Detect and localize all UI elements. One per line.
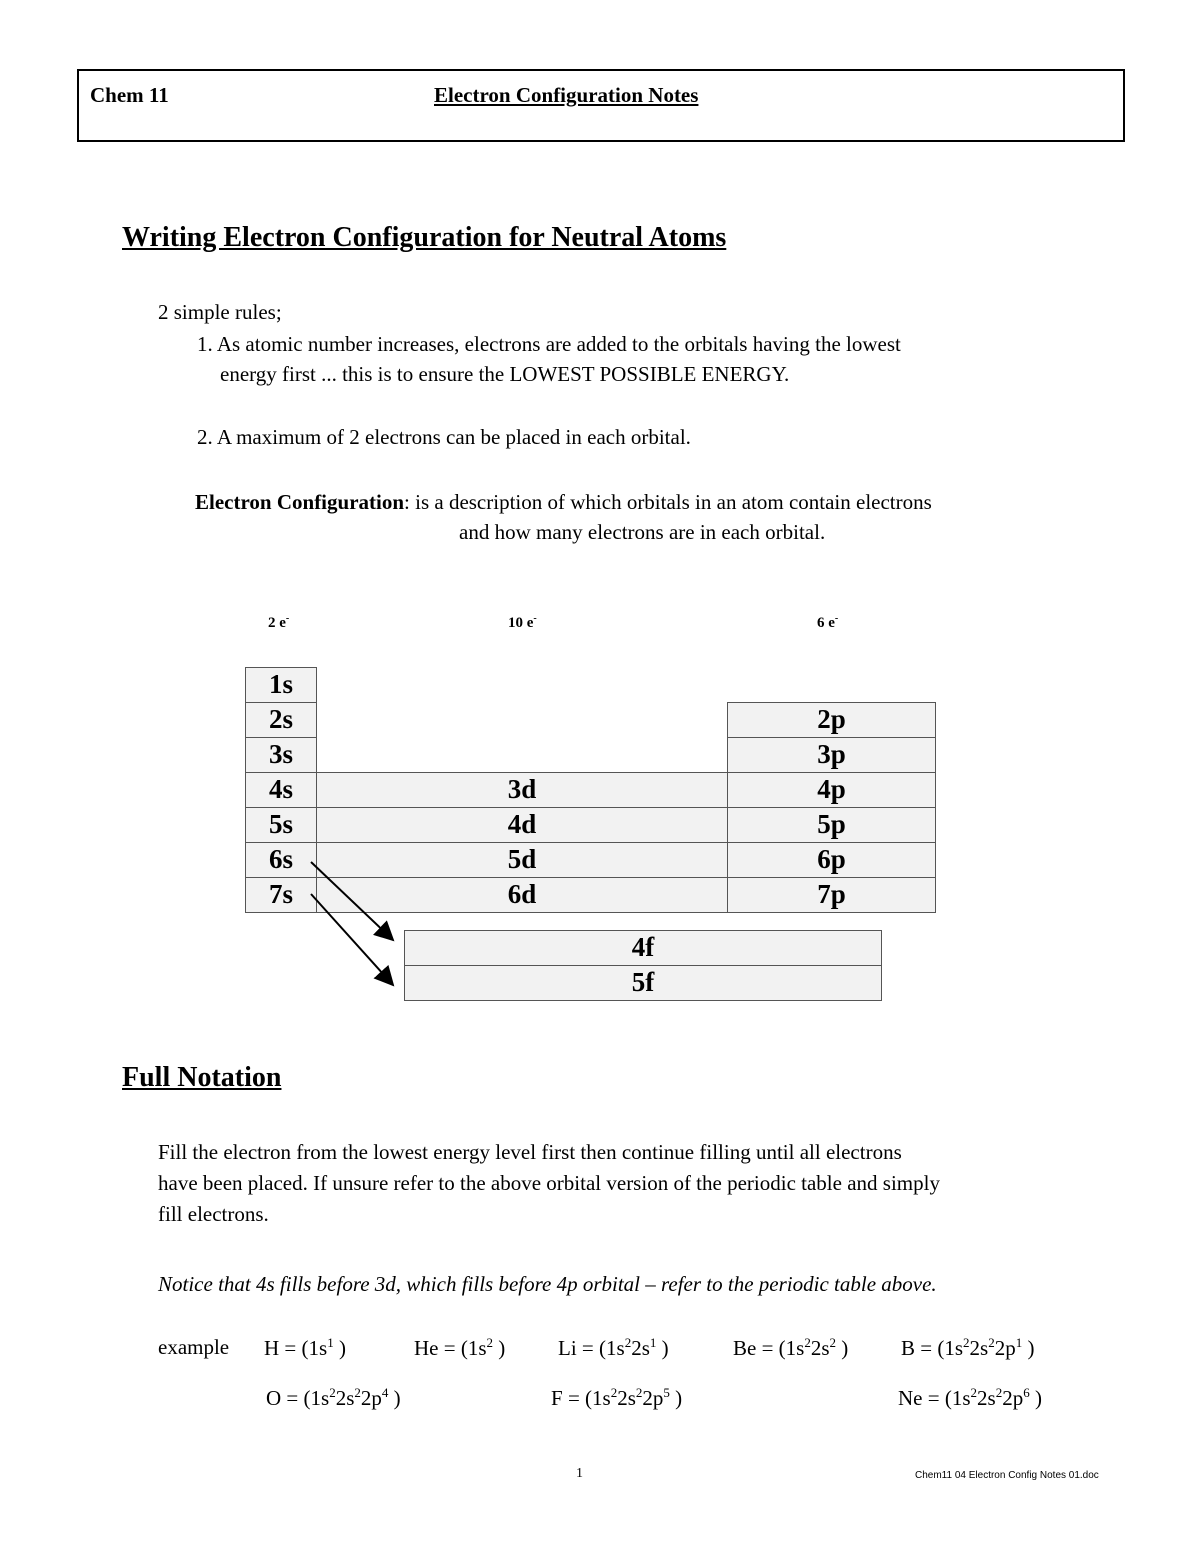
element-symbol: Ne <box>898 1386 923 1410</box>
electron-count: 6 <box>1023 1385 1030 1400</box>
electron-count: 2 <box>486 1335 494 1350</box>
orbital: 2s <box>617 1386 636 1410</box>
orbital-cell-3s: 3s <box>245 737 317 773</box>
orbital-cell-3d: 3d <box>316 772 728 808</box>
orbital-cell-6d: 6d <box>316 877 728 913</box>
footer-filename: Chem11 04 Electron Config Notes 01.doc <box>915 1470 1099 1481</box>
orbital-cell-6s: 6s <box>245 842 317 878</box>
orbital-cell-2s: 2s <box>245 702 317 738</box>
paragraph-line-1: Fill the electron from the lowest energy level first then continue filling until all electrons <box>158 1140 902 1164</box>
orbital: 1s <box>467 1336 487 1360</box>
example-B: $B = (1s^22s^22p^1$ ) <box>901 1335 1035 1360</box>
section-heading-full-notation: Full Notation <box>122 1062 282 1093</box>
electron-count: 1 <box>649 1335 657 1350</box>
orbital-cell-4f: 4f <box>404 930 882 966</box>
page-number: 1 <box>576 1466 583 1481</box>
element-symbol: B <box>901 1336 916 1360</box>
orbital: 2s <box>810 1336 830 1360</box>
example-label: example <box>158 1335 230 1359</box>
orbital: 1s <box>606 1336 625 1360</box>
arrow-7s-to-5f <box>311 894 393 985</box>
orbital: 2s <box>977 1386 996 1410</box>
orbital-cell-4p: 4p <box>727 772 936 808</box>
electron-count: 5 <box>663 1385 670 1400</box>
electron-count: 2 <box>354 1385 361 1400</box>
electron-count: 4 <box>381 1385 389 1400</box>
electron-count: 1 <box>327 1335 334 1350</box>
orbital-cell-5d: 5d <box>316 842 728 878</box>
electron-count: 2 <box>963 1335 970 1350</box>
element-symbol: F <box>551 1386 563 1410</box>
orbital: 2s <box>335 1386 355 1410</box>
paragraph-line-2: have been placed. If unsure refer to the above orbital version of the periodic table and simply <box>158 1171 940 1195</box>
orbital-cell-1s: 1s <box>245 667 317 703</box>
orbital-cell-7s: 7s <box>245 877 317 913</box>
electron-count: 2 <box>970 1385 978 1400</box>
orbital-cell-6p: 6p <box>727 842 936 878</box>
note: Notice that 4s fills before 3d, which fills before 4p orbital – refer to the periodic table above. <box>158 1272 937 1296</box>
electron-count: 2 <box>610 1385 618 1400</box>
orbital-cell-4s: 4s <box>245 772 317 808</box>
electron-count: 2 <box>804 1335 811 1350</box>
orbital: 1s <box>310 1386 330 1410</box>
orbital: 1s <box>308 1336 328 1360</box>
electron-count: 2 <box>988 1335 995 1350</box>
orbital-cell-5s: 5s <box>245 807 317 843</box>
example-H: $H = (1s^1$ ) <box>264 1335 346 1360</box>
orbital: 2s <box>631 1336 650 1360</box>
element-symbol: Be <box>733 1336 757 1360</box>
orbital: 2p <box>994 1336 1016 1360</box>
definition-line-2: and how many electrons are in each orbital. <box>459 520 826 544</box>
electron-count: 2 <box>329 1385 336 1400</box>
section-heading-neutral-atoms: Writing Electron Configuration for Neutral Atoms <box>122 222 727 253</box>
orbital-cell-5p: 5p <box>727 807 936 843</box>
orbital-cell-5f: 5f <box>404 965 882 1001</box>
orbital: 1s <box>785 1336 805 1360</box>
electron-count: 1 <box>1015 1335 1023 1350</box>
element-symbol: H <box>264 1336 280 1360</box>
orbital-cell-2p: 2p <box>727 702 936 738</box>
example-F: $F = (1s^22s^22p^5$ ) <box>551 1385 683 1410</box>
element-symbol: He <box>414 1336 439 1360</box>
element-symbol: Li <box>558 1336 577 1360</box>
p-block-capacity: 6 e- <box>817 613 839 631</box>
paragraph-line-3: fill electrons. <box>158 1202 269 1226</box>
orbital: 1s <box>592 1386 611 1410</box>
orbital: 1s <box>944 1336 964 1360</box>
document-title: Electron Configuration Notes <box>434 83 699 107</box>
electron-count: 2 <box>624 1335 632 1350</box>
s-block-capacity: 2 e- <box>268 613 290 631</box>
example-O: $O = (1s^22s^22p^4$ ) <box>266 1385 401 1410</box>
example-Ne: $Ne = (1s^22s^22p^6$ ) <box>898 1385 1042 1410</box>
definition-term: Electron Configuration <box>195 490 405 514</box>
rule-1-line-1: 1. As atomic number increases, electrons are added to the orbitals having the lowest <box>197 332 901 356</box>
electron-count: 2 <box>995 1385 1003 1400</box>
orbital: 2p <box>642 1386 664 1410</box>
electron-count: 2 <box>635 1385 643 1400</box>
element-symbol: O <box>266 1386 282 1410</box>
example-Li: $Li = (1s^22s^1$ ) <box>558 1335 669 1360</box>
orbital: 2p <box>360 1386 382 1410</box>
course-name: Chem 11 <box>90 83 169 107</box>
d-block-capacity: 10 e- <box>508 613 537 631</box>
definition-text: : is a description of which orbitals in an atom contain electrons <box>404 490 932 514</box>
rule-1-line-2: energy first ... this is to ensure the LOWEST POSSIBLE ENERGY. <box>220 362 790 386</box>
example-He: $He = (1s^2$ ) <box>414 1335 506 1360</box>
rule-2: 2. A maximum of 2 electrons can be placed in each orbital. <box>197 425 691 449</box>
orbital: 2s <box>969 1336 989 1360</box>
arrow-6s-to-4f <box>311 862 393 940</box>
example-Be: $Be = (1s^22s^2$ ) <box>733 1335 849 1360</box>
orbital-cell-3p: 3p <box>727 737 936 773</box>
orbital: 1s <box>951 1386 971 1410</box>
orbital-cell-4d: 4d <box>316 807 728 843</box>
orbital-cell-7p: 7p <box>727 877 936 913</box>
rules-intro: 2 simple rules; <box>158 300 282 324</box>
electron-count: 2 <box>829 1335 837 1350</box>
orbital: 2p <box>1002 1386 1024 1410</box>
